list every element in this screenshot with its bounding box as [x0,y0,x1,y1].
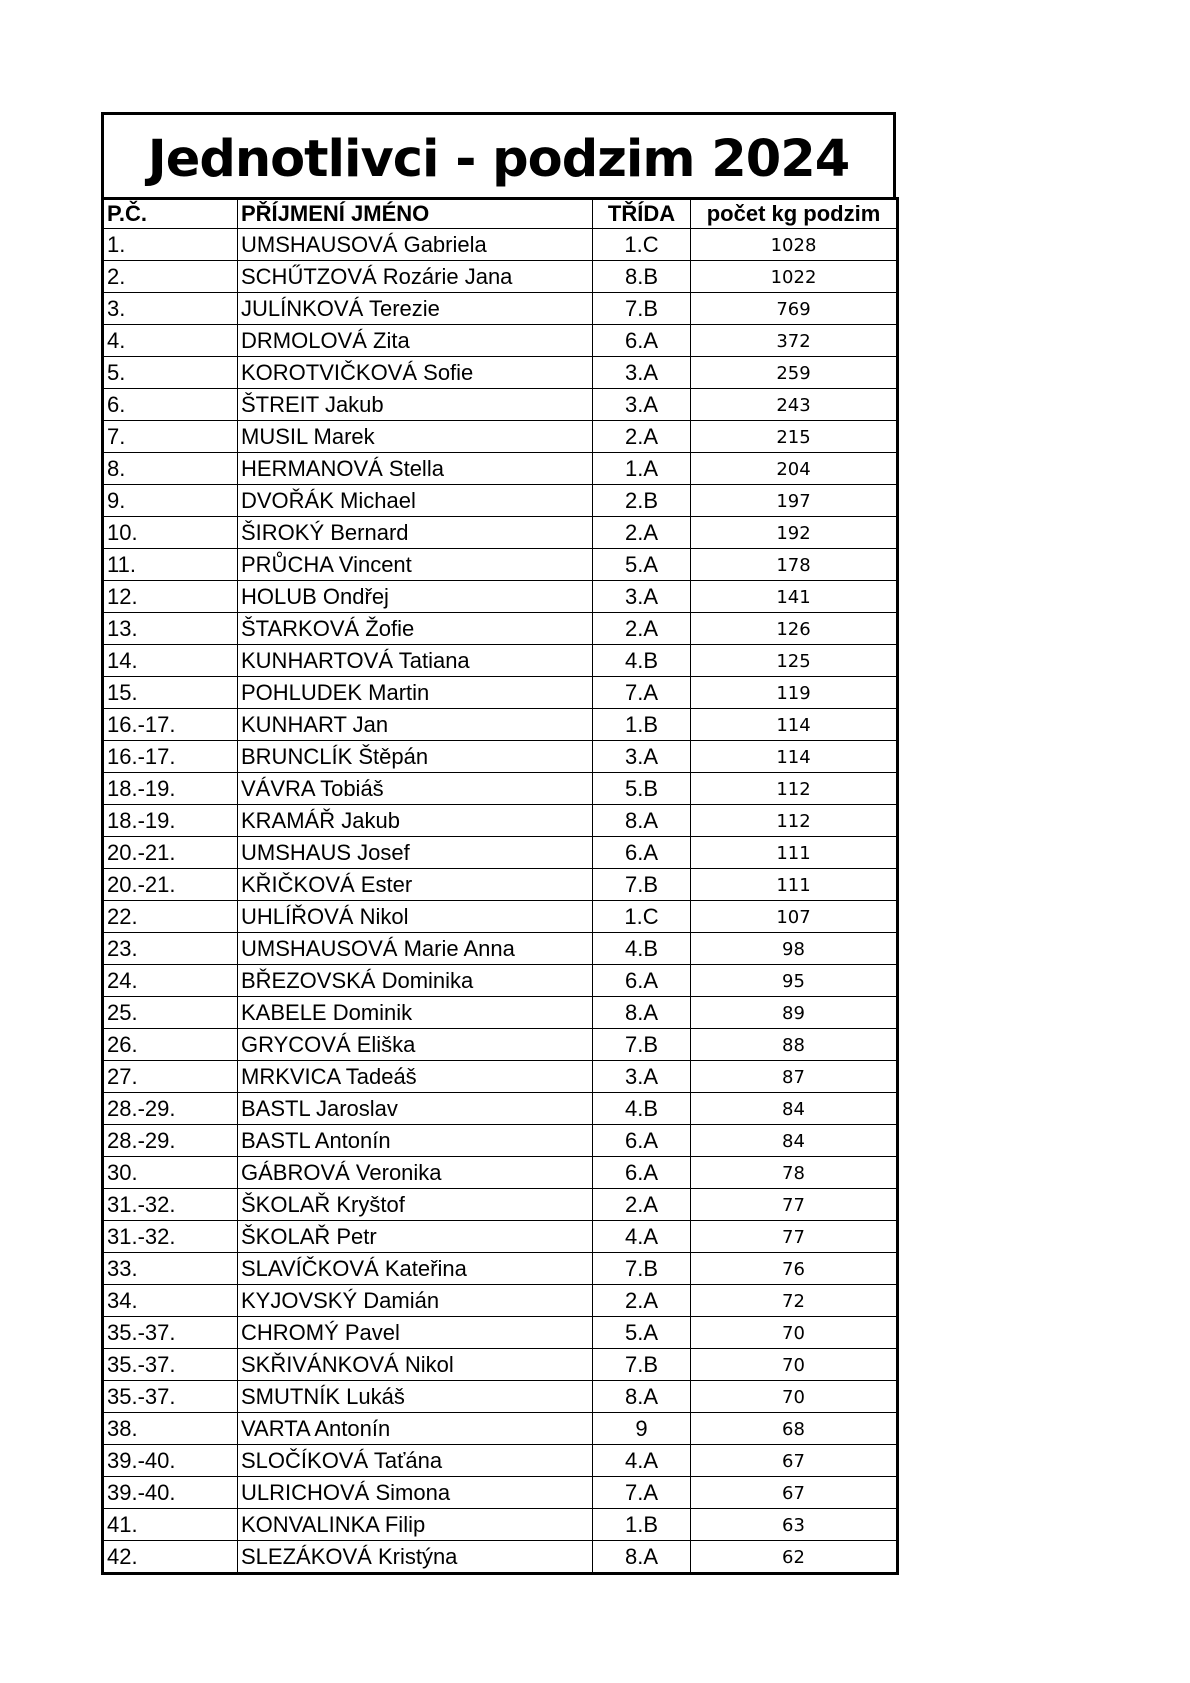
cell-class: 8.A [593,997,691,1029]
cell-rank: 39.-40. [103,1477,238,1509]
table-row [103,421,898,453]
cell-name: KŘIČKOVÁ Ester [238,869,593,901]
cell-class: 1.B [593,709,691,741]
cell-rank: 16.-17. [103,741,238,773]
header-row [103,199,898,229]
cell-class: 2.B [593,485,691,517]
table-row [103,837,898,869]
cell-rank: 16.-17. [103,709,238,741]
table-row [103,1029,898,1061]
table-row [103,1157,898,1189]
cell-name: KABELE Dominik [238,997,593,1029]
cell-name: ŠTREIT Jakub [238,389,593,421]
cell-rank: 41. [103,1509,238,1541]
cell-class: 1.C [593,229,691,261]
table-row [103,933,898,965]
header-rank: P.Č. [103,199,238,229]
cell-kg: 197 [691,485,898,517]
cell-kg: 84 [691,1125,898,1157]
cell-rank: 35.-37. [103,1349,238,1381]
cell-kg: 259 [691,357,898,389]
cell-name: KONVALINKA Filip [238,1509,593,1541]
cell-name: VARTA Antonín [238,1413,593,1445]
table-row [103,1413,898,1445]
cell-rank: 31.-32. [103,1189,238,1221]
cell-kg: 107 [691,901,898,933]
cell-rank: 14. [103,645,238,677]
cell-name: ŠKOLAŘ Kryštof [238,1189,593,1221]
results-table [101,197,899,1575]
cell-name: SLAVÍČKOVÁ Kateřina [238,1253,593,1285]
table-row [103,1445,898,1477]
cell-class: 5.B [593,773,691,805]
cell-name: BASTL Antonín [238,1125,593,1157]
cell-kg: 192 [691,517,898,549]
cell-rank: 7. [103,421,238,453]
cell-rank: 10. [103,517,238,549]
cell-name: UMSHAUS Josef [238,837,593,869]
header-kg: počet kg podzim [691,199,898,229]
cell-name: PRŮCHA Vincent [238,549,593,581]
table-body [103,229,898,1574]
cell-kg: 67 [691,1445,898,1477]
cell-kg: 70 [691,1349,898,1381]
cell-name: ŠTARKOVÁ Žofie [238,613,593,645]
cell-rank: 15. [103,677,238,709]
cell-name: ŠKOLAŘ Petr [238,1221,593,1253]
cell-kg: 84 [691,1093,898,1125]
cell-class: 7.B [593,293,691,325]
cell-kg: 70 [691,1317,898,1349]
cell-class: 8.A [593,1541,691,1574]
table-row [103,805,898,837]
cell-class: 2.A [593,421,691,453]
cell-kg: 63 [691,1509,898,1541]
cell-rank: 38. [103,1413,238,1445]
cell-class: 3.A [593,357,691,389]
cell-kg: 1028 [691,229,898,261]
cell-name: KRAMÁŘ Jakub [238,805,593,837]
cell-kg: 111 [691,837,898,869]
cell-rank: 2. [103,261,238,293]
cell-name: JULÍNKOVÁ Terezie [238,293,593,325]
table-row [103,1317,898,1349]
cell-name: UMSHAUSOVÁ Gabriela [238,229,593,261]
cell-class: 3.A [593,581,691,613]
cell-rank: 20.-21. [103,869,238,901]
table-row [103,1477,898,1509]
cell-class: 8.A [593,1381,691,1413]
cell-kg: 70 [691,1381,898,1413]
cell-rank: 27. [103,1061,238,1093]
cell-class: 2.A [593,517,691,549]
table-row [103,901,898,933]
table-row [103,741,898,773]
table-row [103,1541,898,1574]
table-row [103,261,898,293]
cell-name: KYJOVSKÝ Damián [238,1285,593,1317]
cell-kg: 215 [691,421,898,453]
cell-name: SLEZÁKOVÁ Kristýna [238,1541,593,1574]
cell-kg: 89 [691,997,898,1029]
cell-class: 3.A [593,741,691,773]
cell-kg: 72 [691,1285,898,1317]
cell-class: 1.B [593,1509,691,1541]
table-row [103,485,898,517]
cell-name: SCHŰTZOVÁ Rozárie Jana [238,261,593,293]
cell-class: 7.A [593,1477,691,1509]
cell-kg: 243 [691,389,898,421]
cell-kg: 178 [691,549,898,581]
table-row [103,773,898,805]
table-row [103,581,898,613]
cell-class: 6.A [593,837,691,869]
cell-rank: 12. [103,581,238,613]
cell-rank: 23. [103,933,238,965]
cell-class: 6.A [593,325,691,357]
table-row [103,293,898,325]
header-name: PŘÍJMENÍ JMÉNO [238,199,593,229]
cell-rank: 24. [103,965,238,997]
results-sheet [101,112,896,1575]
cell-rank: 4. [103,325,238,357]
cell-rank: 35.-37. [103,1381,238,1413]
cell-kg: 62 [691,1541,898,1574]
cell-class: 7.B [593,1253,691,1285]
cell-name: KUNHARTOVÁ Tatiana [238,645,593,677]
cell-rank: 11. [103,549,238,581]
cell-kg: 95 [691,965,898,997]
cell-name: DVOŘÁK Michael [238,485,593,517]
cell-kg: 112 [691,805,898,837]
table-row [103,357,898,389]
cell-class: 7.B [593,1349,691,1381]
cell-name: HERMANOVÁ Stella [238,453,593,485]
cell-class: 3.A [593,389,691,421]
cell-rank: 1. [103,229,238,261]
cell-kg: 111 [691,869,898,901]
cell-kg: 204 [691,453,898,485]
cell-rank: 3. [103,293,238,325]
cell-name: BASTL Jaroslav [238,1093,593,1125]
cell-class: 9 [593,1413,691,1445]
cell-class: 8.B [593,261,691,293]
cell-kg: 114 [691,741,898,773]
cell-name: UHLÍŘOVÁ Nikol [238,901,593,933]
table-row [103,229,898,261]
cell-rank: 8. [103,453,238,485]
cell-name: KUNHART Jan [238,709,593,741]
cell-kg: 119 [691,677,898,709]
table-row [103,517,898,549]
table-row [103,1285,898,1317]
cell-rank: 30. [103,1157,238,1189]
cell-rank: 31.-32. [103,1221,238,1253]
table-row [103,389,898,421]
cell-name: MUSIL Marek [238,421,593,453]
cell-class: 6.A [593,965,691,997]
cell-name: SKŘIVÁNKOVÁ Nikol [238,1349,593,1381]
header-class: TŘÍDA [593,199,691,229]
cell-rank: 42. [103,1541,238,1574]
cell-name: POHLUDEK Martin [238,677,593,709]
cell-name: BŘEZOVSKÁ Dominika [238,965,593,997]
cell-class: 6.A [593,1157,691,1189]
cell-name: VÁVRA Tobiáš [238,773,593,805]
cell-name: SLOČÍKOVÁ Taťána [238,1445,593,1477]
cell-class: 4.B [593,933,691,965]
table-row [103,325,898,357]
cell-name: HOLUB Ondřej [238,581,593,613]
cell-class: 5.A [593,549,691,581]
cell-name: KOROTVIČKOVÁ Sofie [238,357,593,389]
cell-rank: 28.-29. [103,1093,238,1125]
cell-rank: 5. [103,357,238,389]
cell-kg: 126 [691,613,898,645]
cell-name: GRYCOVÁ Eliška [238,1029,593,1061]
cell-rank: 22. [103,901,238,933]
cell-rank: 6. [103,389,238,421]
cell-name: MRKVICA Tadeáš [238,1061,593,1093]
cell-kg: 88 [691,1029,898,1061]
cell-kg: 77 [691,1189,898,1221]
cell-class: 7.B [593,869,691,901]
table-row [103,1125,898,1157]
table-row [103,997,898,1029]
cell-rank: 9. [103,485,238,517]
cell-class: 6.A [593,1125,691,1157]
cell-rank: 33. [103,1253,238,1285]
cell-kg: 78 [691,1157,898,1189]
table-row [103,1349,898,1381]
table-row [103,613,898,645]
cell-kg: 769 [691,293,898,325]
table-row [103,869,898,901]
cell-class: 8.A [593,805,691,837]
cell-class: 2.A [593,1189,691,1221]
cell-rank: 39.-40. [103,1445,238,1477]
page-title: Jednotlivci - podzim 2024 [147,129,850,189]
table-row [103,1509,898,1541]
table-row [103,677,898,709]
cell-name: DRMOLOVÁ Zita [238,325,593,357]
cell-rank: 20.-21. [103,837,238,869]
cell-name: ULRICHOVÁ Simona [238,1477,593,1509]
cell-kg: 141 [691,581,898,613]
table-row [103,1221,898,1253]
cell-kg: 76 [691,1253,898,1285]
table-row [103,645,898,677]
cell-kg: 77 [691,1221,898,1253]
table-row [103,1061,898,1093]
cell-kg: 372 [691,325,898,357]
cell-class: 2.A [593,1285,691,1317]
cell-rank: 13. [103,613,238,645]
cell-class: 4.B [593,1093,691,1125]
cell-rank: 26. [103,1029,238,1061]
cell-class: 3.A [593,1061,691,1093]
cell-rank: 35.-37. [103,1317,238,1349]
cell-class: 4.A [593,1221,691,1253]
cell-rank: 34. [103,1285,238,1317]
cell-class: 1.A [593,453,691,485]
table-row [103,1093,898,1125]
cell-kg: 1022 [691,261,898,293]
table-row [103,549,898,581]
cell-name: UMSHAUSOVÁ Marie Anna [238,933,593,965]
table-row [103,453,898,485]
cell-rank: 28.-29. [103,1125,238,1157]
cell-name: SMUTNÍK Lukáš [238,1381,593,1413]
cell-name: BRUNCLÍK Štěpán [238,741,593,773]
cell-name: ŠIROKÝ Bernard [238,517,593,549]
cell-rank: 18.-19. [103,805,238,837]
table-row [103,1189,898,1221]
cell-class: 5.A [593,1317,691,1349]
cell-kg: 125 [691,645,898,677]
cell-rank: 25. [103,997,238,1029]
table-row [103,1381,898,1413]
table-row [103,1253,898,1285]
cell-rank: 18.-19. [103,773,238,805]
cell-name: CHROMÝ Pavel [238,1317,593,1349]
cell-class: 7.A [593,677,691,709]
table-row [103,965,898,997]
cell-kg: 67 [691,1477,898,1509]
cell-class: 4.B [593,645,691,677]
cell-class: 1.C [593,901,691,933]
cell-kg: 87 [691,1061,898,1093]
cell-kg: 114 [691,709,898,741]
cell-name: GÁBROVÁ Veronika [238,1157,593,1189]
cell-class: 7.B [593,1029,691,1061]
title-box [101,112,896,197]
cell-class: 2.A [593,613,691,645]
table-row [103,709,898,741]
cell-class: 4.A [593,1445,691,1477]
cell-kg: 98 [691,933,898,965]
cell-kg: 112 [691,773,898,805]
cell-kg: 68 [691,1413,898,1445]
